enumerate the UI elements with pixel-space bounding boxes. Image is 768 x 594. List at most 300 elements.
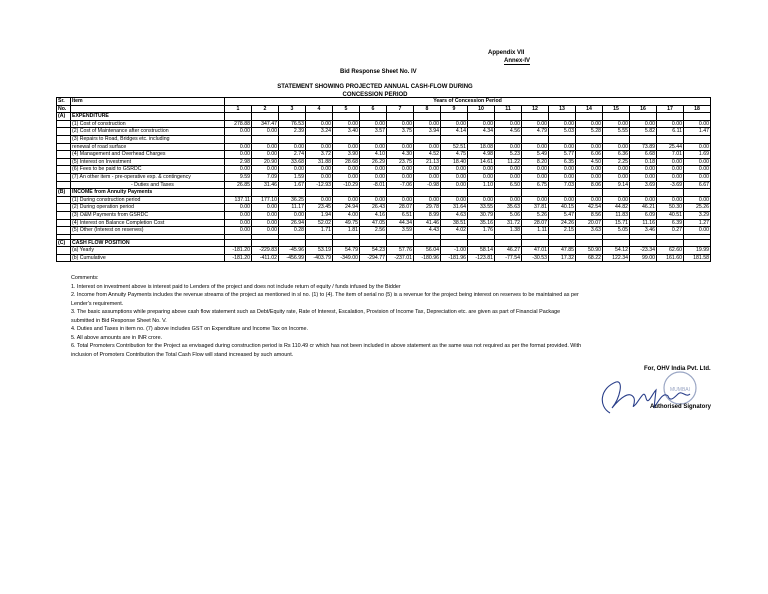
value-cell: 122.34	[603, 254, 630, 262]
value-cell: 0.00	[225, 204, 252, 212]
value-cell: 53.19	[306, 247, 333, 255]
value-cell: 1.67	[279, 181, 306, 189]
value-cell: 0.00	[252, 227, 279, 235]
value-cell: 0.00	[630, 166, 657, 174]
value-cell: 38.51	[441, 219, 468, 227]
value-cell	[468, 239, 495, 247]
signatory-company: For, OHV India Pvt. Ltd.	[644, 366, 711, 372]
value-cell: 2.25	[603, 158, 630, 166]
table-row	[57, 189, 711, 197]
value-cell: 0.00	[549, 120, 576, 128]
value-cell: 6.06	[576, 151, 603, 159]
value-cell	[414, 135, 441, 143]
value-cell	[468, 113, 495, 121]
item-cell: (3) O&M Payments from GSRDC	[71, 211, 225, 219]
value-cell: -180.96	[414, 254, 441, 262]
value-cell: 0.00	[387, 143, 414, 151]
item-cell: (5) Other (Interest on reserves)	[71, 227, 225, 235]
value-cell: 0.00	[306, 143, 333, 151]
value-cell: 26.94	[279, 219, 306, 227]
value-cell	[279, 189, 306, 197]
year-header-2: 2	[252, 105, 279, 113]
value-cell	[576, 239, 603, 247]
value-cell: 0.00	[333, 196, 360, 204]
value-cell: 0.00	[657, 158, 684, 166]
value-cell	[306, 135, 333, 143]
value-cell	[549, 239, 576, 247]
value-cell: 0.00	[225, 219, 252, 227]
value-cell: 0.00	[468, 173, 495, 181]
value-cell: -3.69	[657, 181, 684, 189]
value-cell	[549, 113, 576, 121]
value-cell: 7.01	[657, 151, 684, 159]
value-cell: 56.04	[414, 247, 441, 255]
value-cell: 0.00	[225, 151, 252, 159]
value-cell: 3.57	[360, 128, 387, 136]
item-cell: renewal of road surface	[71, 143, 225, 151]
comment-line: 5. All above amounts are in INR crore.	[71, 334, 163, 341]
value-cell	[495, 113, 522, 121]
value-cell: 347.47	[252, 120, 279, 128]
value-cell: 0.00	[657, 196, 684, 204]
year-header-8: 8	[414, 105, 441, 113]
value-cell: 0.00	[252, 151, 279, 159]
year-header-15: 15	[603, 105, 630, 113]
table-row	[57, 173, 711, 181]
value-cell: 18.08	[468, 143, 495, 151]
value-cell: 4.63	[441, 211, 468, 219]
value-cell	[603, 135, 630, 143]
value-cell: 11.16	[630, 219, 657, 227]
value-cell	[333, 189, 360, 197]
value-cell: 8.56	[576, 211, 603, 219]
item-cell: (2) Cost of Maintenance after construction	[71, 128, 225, 136]
value-cell: 40.51	[657, 211, 684, 219]
value-cell: 2.98	[225, 158, 252, 166]
sr-cell	[57, 158, 71, 166]
sr-cell	[57, 211, 71, 219]
value-cell: 0.00	[306, 120, 333, 128]
value-cell: 1.10	[468, 181, 495, 189]
value-cell: -7.06	[387, 181, 414, 189]
value-cell: -349.00	[333, 254, 360, 262]
value-cell: 26.29	[360, 158, 387, 166]
value-cell: 0.00	[252, 143, 279, 151]
value-cell	[495, 135, 522, 143]
value-cell: 137.11	[225, 196, 252, 204]
table-row	[57, 239, 711, 247]
item-cell: (4) Interest on Balance Completion Cost	[71, 219, 225, 227]
value-cell	[225, 113, 252, 121]
year-header-9: 9	[441, 105, 468, 113]
value-cell: 11.22	[495, 158, 522, 166]
value-cell	[657, 239, 684, 247]
value-cell: 6.68	[630, 151, 657, 159]
value-cell: 49.75	[333, 219, 360, 227]
comment-line: 1. Interest on investment above is interest paid to Lenders of the project and does not include return of equity / funds infused by the Bidder	[71, 283, 401, 290]
value-cell: 0.00	[333, 166, 360, 174]
item-cell: (2) During operation period	[71, 204, 225, 212]
value-cell: 31.88	[306, 158, 333, 166]
table-row	[57, 181, 711, 189]
value-cell: -237.01	[387, 254, 414, 262]
value-cell: 4.52	[414, 151, 441, 159]
value-cell: 0.00	[360, 120, 387, 128]
value-cell	[630, 189, 657, 197]
sr-cell	[57, 227, 71, 235]
value-cell: 4.98	[468, 151, 495, 159]
bid-response-sheet-label: Bid Response Sheet No. IV	[340, 69, 417, 75]
value-cell	[684, 135, 711, 143]
value-cell: 28.68	[333, 158, 360, 166]
value-cell: 0.00	[549, 166, 576, 174]
value-cell	[657, 113, 684, 121]
value-cell: 47.01	[522, 247, 549, 255]
year-header-4: 4	[306, 105, 333, 113]
value-cell: 0.00	[387, 120, 414, 128]
value-cell: 76.53	[279, 120, 306, 128]
value-cell: 4.50	[576, 158, 603, 166]
value-cell: 3.94	[414, 128, 441, 136]
value-cell: 1.94	[306, 211, 333, 219]
value-cell: 4.30	[387, 151, 414, 159]
value-cell: 0.00	[549, 196, 576, 204]
value-cell: 4.14	[441, 128, 468, 136]
value-cell	[630, 113, 657, 121]
value-cell	[630, 135, 657, 143]
year-header-18: 18	[684, 105, 711, 113]
value-cell	[360, 113, 387, 121]
value-cell: 18.40	[441, 158, 468, 166]
stamp-text: MUMBAI	[670, 387, 690, 393]
value-cell	[657, 135, 684, 143]
value-cell: -0.98	[414, 181, 441, 189]
value-cell: 0.00	[360, 143, 387, 151]
value-cell: 19.99	[684, 247, 711, 255]
value-cell: 4.10	[360, 151, 387, 159]
value-cell	[684, 113, 711, 121]
value-cell	[576, 135, 603, 143]
value-cell: 5.28	[576, 128, 603, 136]
value-cell	[495, 239, 522, 247]
value-cell	[414, 189, 441, 197]
value-cell: 0.00	[306, 173, 333, 181]
value-cell: 4.16	[360, 211, 387, 219]
value-cell: 30.79	[468, 211, 495, 219]
sr-cell	[57, 219, 71, 227]
value-cell: 181.58	[684, 254, 711, 262]
value-cell: 47.05	[360, 219, 387, 227]
value-cell: 68.22	[576, 254, 603, 262]
value-cell: 0.00	[252, 219, 279, 227]
value-cell	[603, 189, 630, 197]
value-cell: 25.44	[657, 143, 684, 151]
value-cell: 1.71	[306, 227, 333, 235]
item-cell: (3) Repairs to Road, Bridges etc. including	[71, 135, 225, 143]
comments-heading: Comments:	[71, 275, 99, 281]
value-cell: 3.59	[387, 227, 414, 235]
value-cell	[657, 189, 684, 197]
value-cell	[522, 135, 549, 143]
value-cell: 0.00	[495, 196, 522, 204]
value-cell: -181.96	[441, 254, 468, 262]
table-row	[57, 196, 711, 204]
value-cell	[252, 113, 279, 121]
value-cell: 0.00	[468, 196, 495, 204]
value-cell: 3.40	[333, 128, 360, 136]
value-cell: -10.29	[333, 181, 360, 189]
value-cell	[468, 189, 495, 197]
value-cell: 31.46	[252, 181, 279, 189]
value-cell: 0.00	[549, 143, 576, 151]
value-cell: 3.24	[306, 128, 333, 136]
comment-line: 3. The basic assumptions while preparing above cash flow statement such as Debt/Equity rate, Rate of Interest, Escalation, Provision of Income Tax, Depreciation etc. are given as part of Financial Package	[71, 309, 561, 315]
sr-header-cont: No.	[57, 105, 71, 113]
value-cell: 0.00	[387, 173, 414, 181]
comments-list	[71, 283, 716, 360]
value-cell: 54.23	[360, 247, 387, 255]
value-cell: 11.17	[279, 204, 306, 212]
sr-cell	[57, 254, 71, 262]
value-cell: 8.06	[576, 181, 603, 189]
signature-stamp-graphic	[590, 368, 720, 428]
value-cell: 58.14	[468, 247, 495, 255]
value-cell	[441, 239, 468, 247]
value-cell: 1.47	[684, 128, 711, 136]
value-cell: 7.09	[252, 173, 279, 181]
value-cell: 0.00	[603, 166, 630, 174]
sr-cell	[57, 196, 71, 204]
value-cell: 40.15	[549, 204, 576, 212]
value-cell	[387, 189, 414, 197]
value-cell: 8.99	[414, 211, 441, 219]
value-cell: 6.67	[684, 181, 711, 189]
value-cell: -1.00	[441, 247, 468, 255]
value-cell	[549, 135, 576, 143]
value-cell: 35.63	[495, 204, 522, 212]
year-header-5: 5	[333, 105, 360, 113]
value-cell: 3.75	[387, 128, 414, 136]
value-cell: 0.00	[414, 120, 441, 128]
value-cell: 62.60	[657, 247, 684, 255]
value-cell: 6.50	[495, 181, 522, 189]
comment-line: submitted in Bid Response Sheet No. V.	[71, 317, 167, 324]
value-cell: 161.60	[657, 254, 684, 262]
comment-line: 4. Duties and Taxes in item no. (7) above includes GST on Expenditure and Income Tax on Income.	[71, 326, 309, 332]
cash-flow-table	[56, 97, 711, 262]
value-cell	[360, 135, 387, 143]
value-cell: 6.51	[387, 211, 414, 219]
table-row	[57, 128, 711, 136]
value-cell: 0.00	[441, 166, 468, 174]
year-header-1: 1	[225, 105, 252, 113]
value-cell	[387, 135, 414, 143]
value-cell: 0.00	[225, 227, 252, 235]
value-cell	[333, 135, 360, 143]
value-cell: 46.27	[495, 247, 522, 255]
year-header-10: 10	[468, 105, 495, 113]
table-row	[57, 211, 711, 219]
value-cell: 6.36	[603, 151, 630, 159]
value-cell: 24.26	[549, 219, 576, 227]
value-cell: 5.49	[522, 151, 549, 159]
value-cell: 0.00	[522, 166, 549, 174]
value-cell: 2.56	[360, 227, 387, 235]
value-cell: 20.90	[252, 158, 279, 166]
value-cell: 0.00	[630, 196, 657, 204]
value-cell: 0.00	[495, 143, 522, 151]
value-cell: -23.34	[630, 247, 657, 255]
value-cell: 5.77	[549, 151, 576, 159]
value-cell: 26.43	[360, 204, 387, 212]
comment-line: 6. Total Promoters Contribution for the Project as envisaged during construction period is Rs 110.49 cr which has not been included in above statement as the same was not required as per the format provided. With	[71, 343, 582, 349]
value-cell: 0.00	[495, 173, 522, 181]
value-cell: 0.00	[360, 196, 387, 204]
value-cell	[414, 113, 441, 121]
year-header-17: 17	[657, 105, 684, 113]
value-cell: -45.96	[279, 247, 306, 255]
value-cell: 54.12	[603, 247, 630, 255]
table-row	[57, 227, 711, 235]
value-cell: 0.00	[684, 227, 711, 235]
value-cell: 0.00	[252, 166, 279, 174]
value-cell: 25.26	[684, 204, 711, 212]
sr-cell	[57, 151, 71, 159]
value-cell: 0.00	[522, 120, 549, 128]
value-cell	[684, 189, 711, 197]
value-cell: 15.71	[603, 219, 630, 227]
sr-cell: (B)	[57, 189, 71, 197]
value-cell: 0.00	[684, 158, 711, 166]
value-cell: 6.75	[522, 181, 549, 189]
value-cell: 0.00	[252, 211, 279, 219]
value-cell	[306, 239, 333, 247]
value-cell: 0.00	[603, 196, 630, 204]
value-cell: 29.78	[414, 204, 441, 212]
value-cell: 9.14	[603, 181, 630, 189]
item-cell: (a) Yearly	[71, 247, 225, 255]
item-cell: (6) Fees to be paid to GSRDC	[71, 166, 225, 174]
value-cell	[387, 113, 414, 121]
value-cell: 5.05	[603, 227, 630, 235]
value-cell: 1.27	[684, 219, 711, 227]
value-cell: 11.83	[603, 211, 630, 219]
value-cell: 4.02	[441, 227, 468, 235]
value-cell	[306, 189, 333, 197]
item-header: Item	[71, 98, 225, 106]
value-cell: 14.61	[468, 158, 495, 166]
table-row	[57, 204, 711, 212]
value-cell	[279, 239, 306, 247]
value-cell: 5.55	[603, 128, 630, 136]
value-cell: 57.76	[387, 247, 414, 255]
value-cell: 52.51	[441, 143, 468, 151]
value-cell: 1.81	[333, 227, 360, 235]
value-cell: 0.00	[684, 120, 711, 128]
appendix-label: Appendix VII	[488, 50, 525, 56]
value-cell: 3.72	[306, 151, 333, 159]
item-cell: - Duties and Taxes	[71, 181, 225, 189]
value-cell: 0.00	[684, 173, 711, 181]
value-cell	[333, 113, 360, 121]
value-cell: 4.75	[441, 151, 468, 159]
value-cell: 21.13	[414, 158, 441, 166]
table-row	[57, 151, 711, 159]
sr-cell	[57, 247, 71, 255]
value-cell: 7.03	[549, 181, 576, 189]
value-cell	[360, 189, 387, 197]
value-cell: 3.90	[333, 151, 360, 159]
value-cell: 50.30	[657, 204, 684, 212]
value-cell: 3.29	[684, 211, 711, 219]
value-cell: 0.00	[360, 166, 387, 174]
value-cell: -77.54	[495, 254, 522, 262]
value-cell	[252, 239, 279, 247]
year-header-7: 7	[387, 105, 414, 113]
value-cell	[225, 239, 252, 247]
value-cell: 0.00	[468, 120, 495, 128]
value-cell: 0.00	[360, 173, 387, 181]
value-cell	[549, 189, 576, 197]
value-cell: 42.54	[576, 204, 603, 212]
value-cell: 0.00	[603, 173, 630, 181]
value-cell	[306, 113, 333, 121]
item-cell: (1) During construction period	[71, 196, 225, 204]
value-cell: 47.85	[549, 247, 576, 255]
table-row	[57, 254, 711, 262]
value-cell: 0.00	[279, 166, 306, 174]
value-cell	[414, 239, 441, 247]
value-cell	[279, 135, 306, 143]
value-cell	[522, 113, 549, 121]
item-header-blank	[71, 105, 225, 113]
value-cell	[225, 189, 252, 197]
value-cell: 0.00	[684, 166, 711, 174]
item-cell: (b) Cumulative	[71, 254, 225, 262]
value-cell	[630, 239, 657, 247]
value-cell: 99.00	[630, 254, 657, 262]
value-cell: 6.11	[657, 128, 684, 136]
item-cell: (4) Management and Overhead Charges	[71, 151, 225, 159]
value-cell: 6.35	[549, 158, 576, 166]
value-cell: 0.00	[684, 196, 711, 204]
sr-cell	[57, 166, 71, 174]
value-cell: 28.07	[522, 219, 549, 227]
item-cell: EXPENDITURE	[71, 113, 225, 121]
value-cell: 0.00	[414, 143, 441, 151]
sr-cell	[57, 120, 71, 128]
value-cell: 44.82	[603, 204, 630, 212]
value-cell: 0.00	[279, 211, 306, 219]
value-cell: 0.00	[576, 173, 603, 181]
value-cell: 23.75	[387, 158, 414, 166]
table-header-row-2	[57, 105, 711, 113]
sr-header: Sr.	[57, 98, 71, 106]
value-cell: 20.07	[576, 219, 603, 227]
value-cell	[360, 239, 387, 247]
value-cell: 0.00	[657, 120, 684, 128]
sr-cell	[57, 181, 71, 189]
value-cell: 46.21	[630, 204, 657, 212]
year-header-16: 16	[630, 105, 657, 113]
title-line-1: STATEMENT SHOWING PROJECTED ANNUAL CASH-FLOW DURING	[277, 84, 473, 90]
item-cell: (1) Cost of construction	[71, 120, 225, 128]
value-cell: 0.00	[576, 143, 603, 151]
value-cell: 4.34	[468, 128, 495, 136]
value-cell: 0.00	[225, 128, 252, 136]
table-row	[57, 219, 711, 227]
value-cell: 41.46	[414, 219, 441, 227]
